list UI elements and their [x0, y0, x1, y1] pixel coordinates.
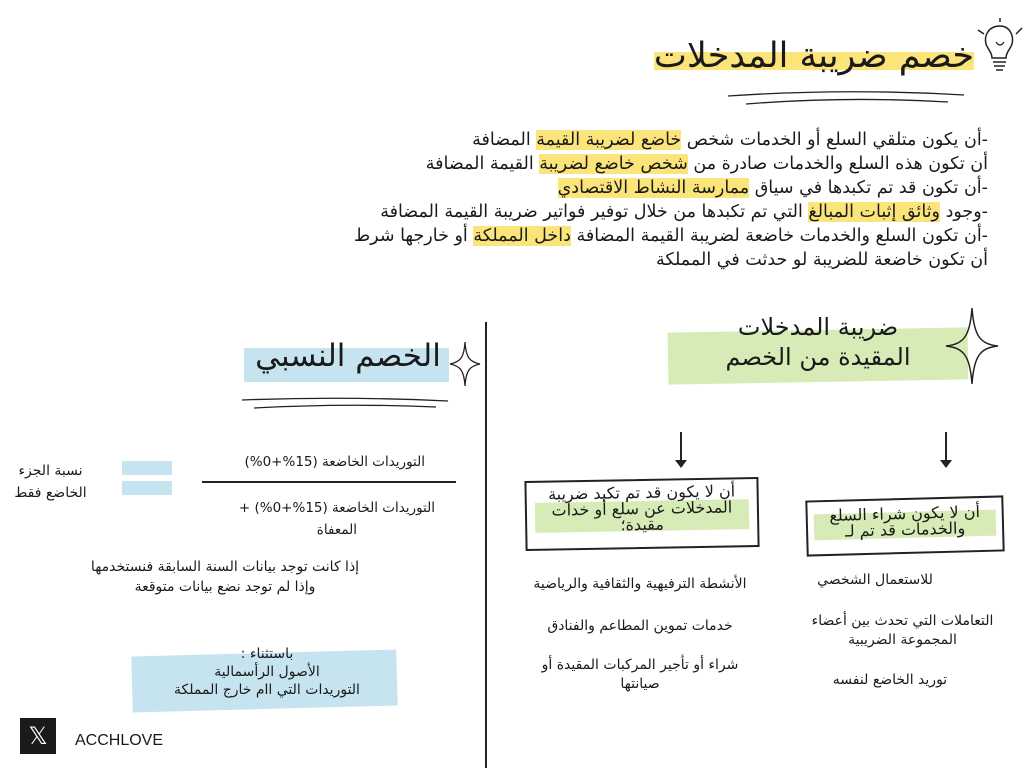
- condition-text: أن تكون خاضعة للضريبة لو حدثت في المملكة: [655, 250, 988, 270]
- condition-text: -أن تكون السلع والخدمات خاضعة لضريبة القيمة المضافة: [570, 226, 988, 246]
- highlighted-text: ممارسة النشاط الاقتصادي: [557, 178, 750, 198]
- exception-box: باستثناء : الأصول الرأسمالية التوريدات التي اام خارج المملكة: [132, 645, 402, 699]
- condition-text: المضافة: [472, 130, 537, 150]
- partial-title: الخصم النسبي: [238, 338, 458, 374]
- condition-line: [268, 152, 988, 176]
- condition-line: [268, 248, 988, 272]
- condition-text: أو خارجها شرط: [354, 226, 474, 246]
- condition-text: التي تم تكبدها من خلال توفير فواتير ضريبة القيمة المضافة: [380, 202, 809, 222]
- condition-text: -أن يكون متلقي السلع أو الخدمات شخص: [681, 130, 988, 150]
- arrow-head-left: [675, 460, 687, 468]
- restricted-box-right: أن لا يكون شراء السلع والخدمات قد تم لـ: [805, 495, 1004, 556]
- condition-text: -وجود: [940, 202, 988, 222]
- highlighted-text: شخص خاضع لضريبة: [539, 154, 688, 174]
- data-note: إذا كانت توجد بيانات السنة السابقة فنستخدمها وإذا لم توجد نضع بيانات متوقعة: [90, 559, 360, 595]
- brand-name: ACCHLOVE: [75, 732, 164, 749]
- legend-label: نسبة الجزء الخاضع فقط: [14, 463, 87, 501]
- conditions-list: [268, 128, 988, 272]
- sparkle-icon-small: [448, 340, 482, 392]
- section-divider: [485, 322, 487, 768]
- legend-swatch-2: [122, 481, 172, 495]
- arrow-head-right: [940, 460, 952, 468]
- condition-line: [268, 200, 988, 224]
- fraction-numerator: التوريدات الخاضعة (15%+0%): [244, 454, 425, 470]
- condition-text: القيمة المضافة: [425, 154, 540, 174]
- x-logo-icon: 𝕏: [20, 718, 56, 754]
- condition-line: [268, 176, 988, 200]
- partial-title-underline: [240, 396, 450, 416]
- fraction-denominator-2: المعفاة: [316, 522, 357, 538]
- page-title: خصم ضريبة المدخلات: [653, 36, 974, 76]
- restricted-item-right-3: توريد الخاضع لنفسه: [832, 672, 948, 688]
- condition-text: -أن تكون قد تم تكبدها في سياق: [749, 178, 988, 198]
- restricted-item-left-2: خدمات تموين المطاعم والفنادق: [547, 618, 733, 634]
- condition-line: [268, 224, 988, 248]
- fraction-denominator-1: التوريدات الخاضعة (15%+0%) +: [238, 500, 435, 516]
- sparkle-icon: [944, 306, 1000, 390]
- highlighted-text: خاضع لضريبة القيمة: [536, 130, 682, 150]
- legend-swatch-1: [122, 461, 172, 475]
- restricted-title: ضريبة المدخلات المقيدة من الخصم: [668, 312, 968, 372]
- restricted-item-right-1: للاستعمال الشخصي: [817, 572, 933, 588]
- highlighted-text: وثائق إثبات المبالغ: [808, 202, 941, 222]
- lightbulb-icon: [976, 16, 1024, 84]
- restricted-item-left-3: شراء أو تأجير المركبات المقيدة أو صيانتها: [541, 657, 739, 692]
- restricted-item-left-1: الأنشطة الترفيهية والثقافية والرياضية: [533, 576, 747, 592]
- condition-text: أن تكون هذه السلع والخدمات صادرة من: [687, 154, 988, 174]
- highlighted-text: داخل المملكة: [473, 226, 571, 246]
- fraction-line: [202, 481, 456, 483]
- restricted-item-right-2: التعاملات التي تحدث بين أعضاء المجموعة الضريبية: [811, 613, 994, 648]
- restricted-box-left: أن لا يكون قد تم تكبد ضريبة المدخلات عن سلع أو خدات مقيدة؛: [524, 477, 759, 551]
- condition-line: [268, 128, 988, 152]
- title-underline: [726, 90, 966, 112]
